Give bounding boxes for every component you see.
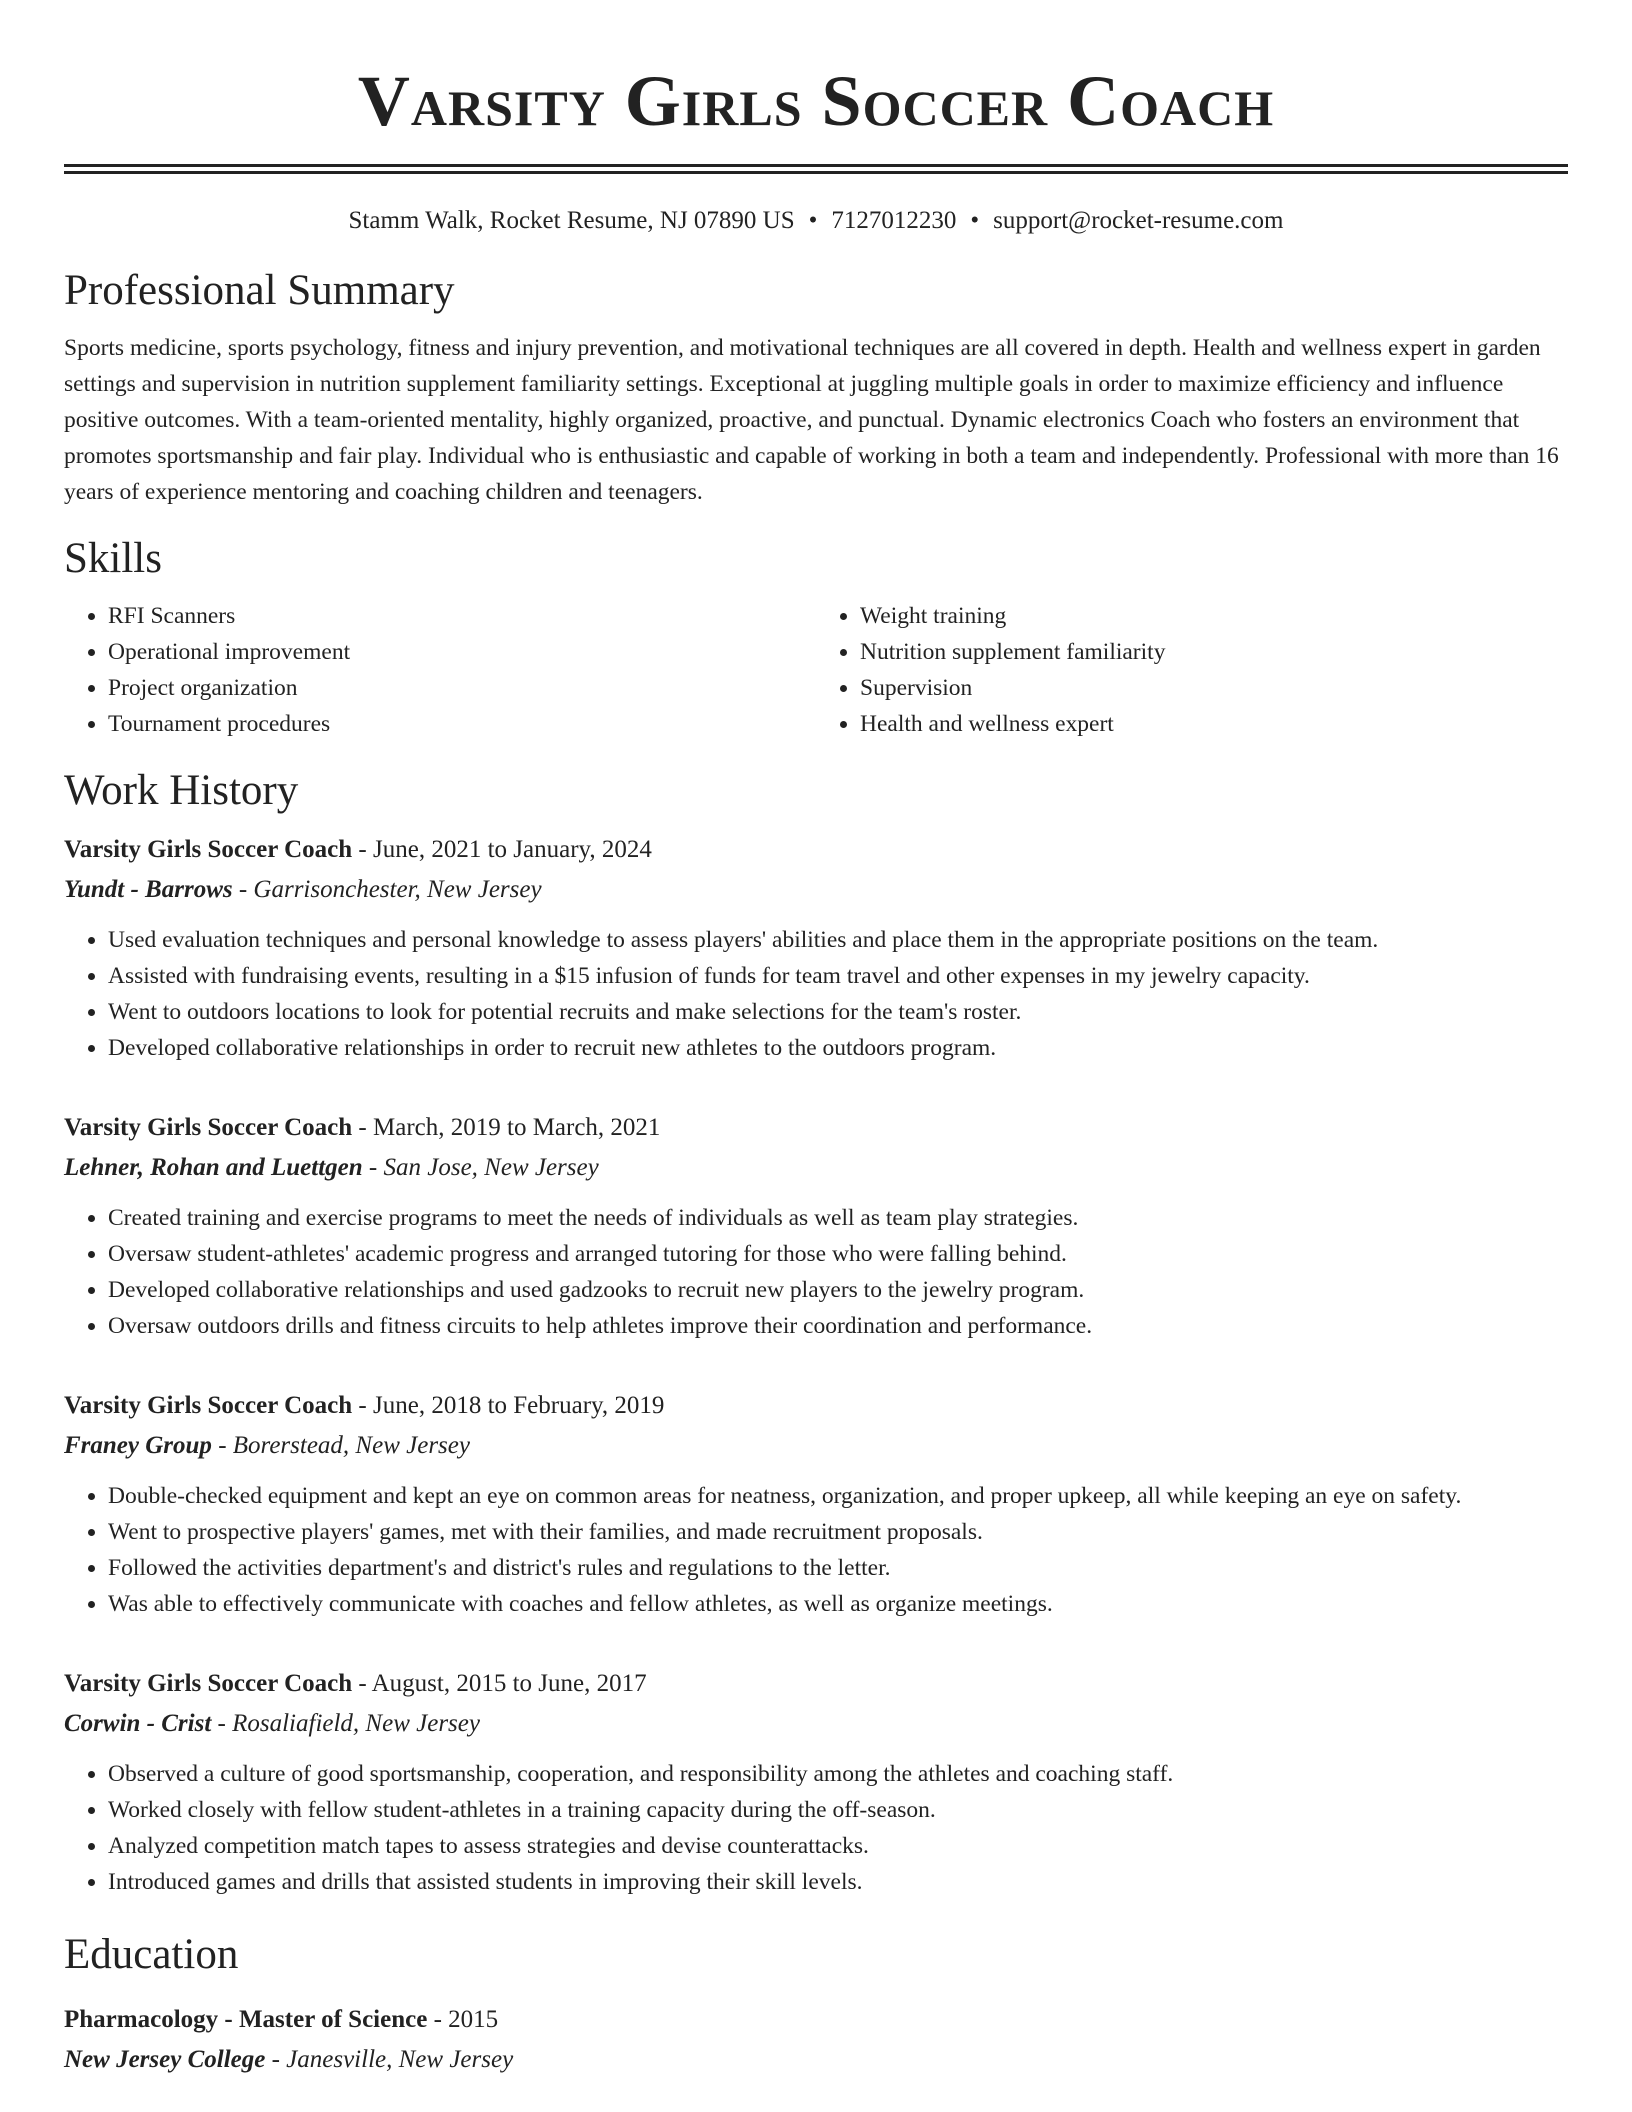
skill-item: • Nutrition supplement familiarity [860,634,1568,670]
job-bullets [64,1478,1568,1622]
job-bullet: • Developed collaborative relationships and used gadzooks to recruit new players to the jewelry program. [108,1272,1568,1308]
education-heading: Education [64,1931,239,1978]
summary-text: Sports medicine, sports psychology, fitness and injury prevention, and motivational techniques are all covered in depth. Health and wellness expert in garden settings and supervision in nutrition supplement familiarity settings. Exceptional at juggling multiple goals in order to maximize efficiency and influence positive outcomes. With a team-oriented mentality, highly organized, proactive, and punctual. Dynamic electronics Coach who fosters an environment that promotes sportsmanship and fair play. Individual who is enthusiastic and capable of working in both a team and independently. Professional with more than 16 years of experience mentoring and coaching children and teenagers. [64,335,1559,505]
job-bullet: • Observed a culture of good sportsmanship, cooperation, and responsibility among the athletes and coaching staff. [108,1756,1568,1792]
job-bullet: • Followed the activities department's and district's rules and regulations to the letter. [108,1550,1568,1586]
job-location: - Rosaliafield, New Jersey [211,1710,480,1737]
job-company: Corwin - Crist [64,1710,212,1737]
job-company-line [64,1706,1568,1742]
skill-item: • Health and wellness expert [860,706,1568,742]
job-bullet: • Oversaw outdoors drills and fitness circuits to help athletes improve their coordination and performance. [108,1308,1568,1344]
job-company: Lehner, Rohan and Luettgen [64,1154,363,1181]
job-entry [64,832,1568,1066]
job-bullet: • Assisted with fundraising events, resulting in a $15 infusion of funds for team travel and other expenses in my jewelry capacity. [108,958,1568,994]
job-bullets [64,1756,1568,1900]
job-bullet: • Double-checked equipment and kept an eye on common areas for neatness, organization, and proper upkeep, all while keeping an eye on safety. [108,1478,1568,1514]
skill-item: • Operational improvement [108,634,816,670]
education-school-line [64,2042,1568,2078]
education-school: New Jersey College [64,2046,266,2073]
education-location: - Janesville, New Jersey [265,2046,514,2073]
job-dates: - March, 2019 to March, 2021 [352,1114,661,1141]
job-company-line [64,872,1568,908]
job-bullet: • Introduced games and drills that assisted students in improving their skill levels. [108,1864,1568,1900]
job-bullet: • Was able to effectively communicate with coaches and fellow athletes, as well as organize meetings. [108,1586,1568,1622]
contact-separator: • [970,207,980,234]
contact-line [64,204,1568,238]
job-location: - Borerstead, New Jersey [211,1432,470,1459]
job-company: Yundt - Barrows [64,876,233,903]
education-year: - 2015 [427,2006,499,2033]
job-entry [64,1666,1568,1900]
skill-item: • Tournament procedures [108,706,816,742]
contact-separator: • [808,207,818,234]
job-bullet: • Analyzed competition match tapes to assess strategies and devise counterattacks. [108,1828,1568,1864]
education-degree-line [64,2002,1568,2038]
job-bullets [64,922,1568,1066]
job-dates: - June, 2021 to January, 2024 [352,836,652,863]
education-degree: Pharmacology - Master of Science [64,2006,428,2033]
job-bullet: • Went to outdoors locations to look for potential recruits and make selections for the team's roster. [108,994,1568,1030]
skills-list [64,598,1568,742]
job-title-line [64,832,1568,868]
job-title-line [64,1110,1568,1146]
job-company-line [64,1150,1568,1186]
job-title-line [64,1666,1568,1702]
job-bullet: • Used evaluation techniques and personal knowledge to assess players' abilities and place them in the appropriate positions on the team. [108,922,1568,958]
skills-heading: Skills [64,535,162,582]
contact-phone: 7127012230 [831,207,957,234]
job-bullet: • Created training and exercise programs to meet the needs of individuals as well as team play strategies. [108,1200,1568,1236]
job-dates: - June, 2018 to February, 2019 [352,1392,665,1419]
work-history-heading: Work History [64,767,299,814]
job-bullets [64,1200,1568,1344]
job-location: - Garrisonchester, New Jersey [232,876,542,903]
header-double-rule [64,164,1568,174]
contact-email: support@rocket-resume.com [993,207,1284,234]
skill-item: • Supervision [860,670,1568,706]
summary-heading: Professional Summary [64,267,455,314]
skills-column-right [816,598,1568,742]
job-company: Franey Group [64,1432,212,1459]
job-bullet: • Worked closely with fellow student-athletes in a training capacity during the off-season. [108,1792,1568,1828]
job-entry [64,1388,1568,1622]
resume-name: Varsity Girls Soccer Coach [357,61,1275,141]
skill-item: • Project organization [108,670,816,706]
job-entry [64,1110,1568,1344]
job-bullet: • Oversaw student-athletes' academic progress and arranged tutoring for those who were falling behind. [108,1236,1568,1272]
job-role: Varsity Girls Soccer Coach [64,836,353,863]
job-role: Varsity Girls Soccer Coach [64,1392,353,1419]
job-role: Varsity Girls Soccer Coach [64,1114,353,1141]
job-dates: - August, 2015 to June, 2017 [352,1670,647,1697]
skill-item: • RFI Scanners [108,598,816,634]
job-title-line [64,1388,1568,1424]
skill-item: • Weight training [860,598,1568,634]
skills-column-left [64,598,816,742]
contact-address: Stamm Walk, Rocket Resume, NJ 07890 US [348,207,795,234]
job-location: - San Jose, New Jersey [362,1154,599,1181]
job-bullet: • Developed collaborative relationships in order to recruit new athletes to the outdoors program. [108,1030,1568,1066]
job-company-line [64,1428,1568,1464]
job-bullet: • Went to prospective players' games, met with their families, and made recruitment proposals. [108,1514,1568,1550]
job-role: Varsity Girls Soccer Coach [64,1670,353,1697]
